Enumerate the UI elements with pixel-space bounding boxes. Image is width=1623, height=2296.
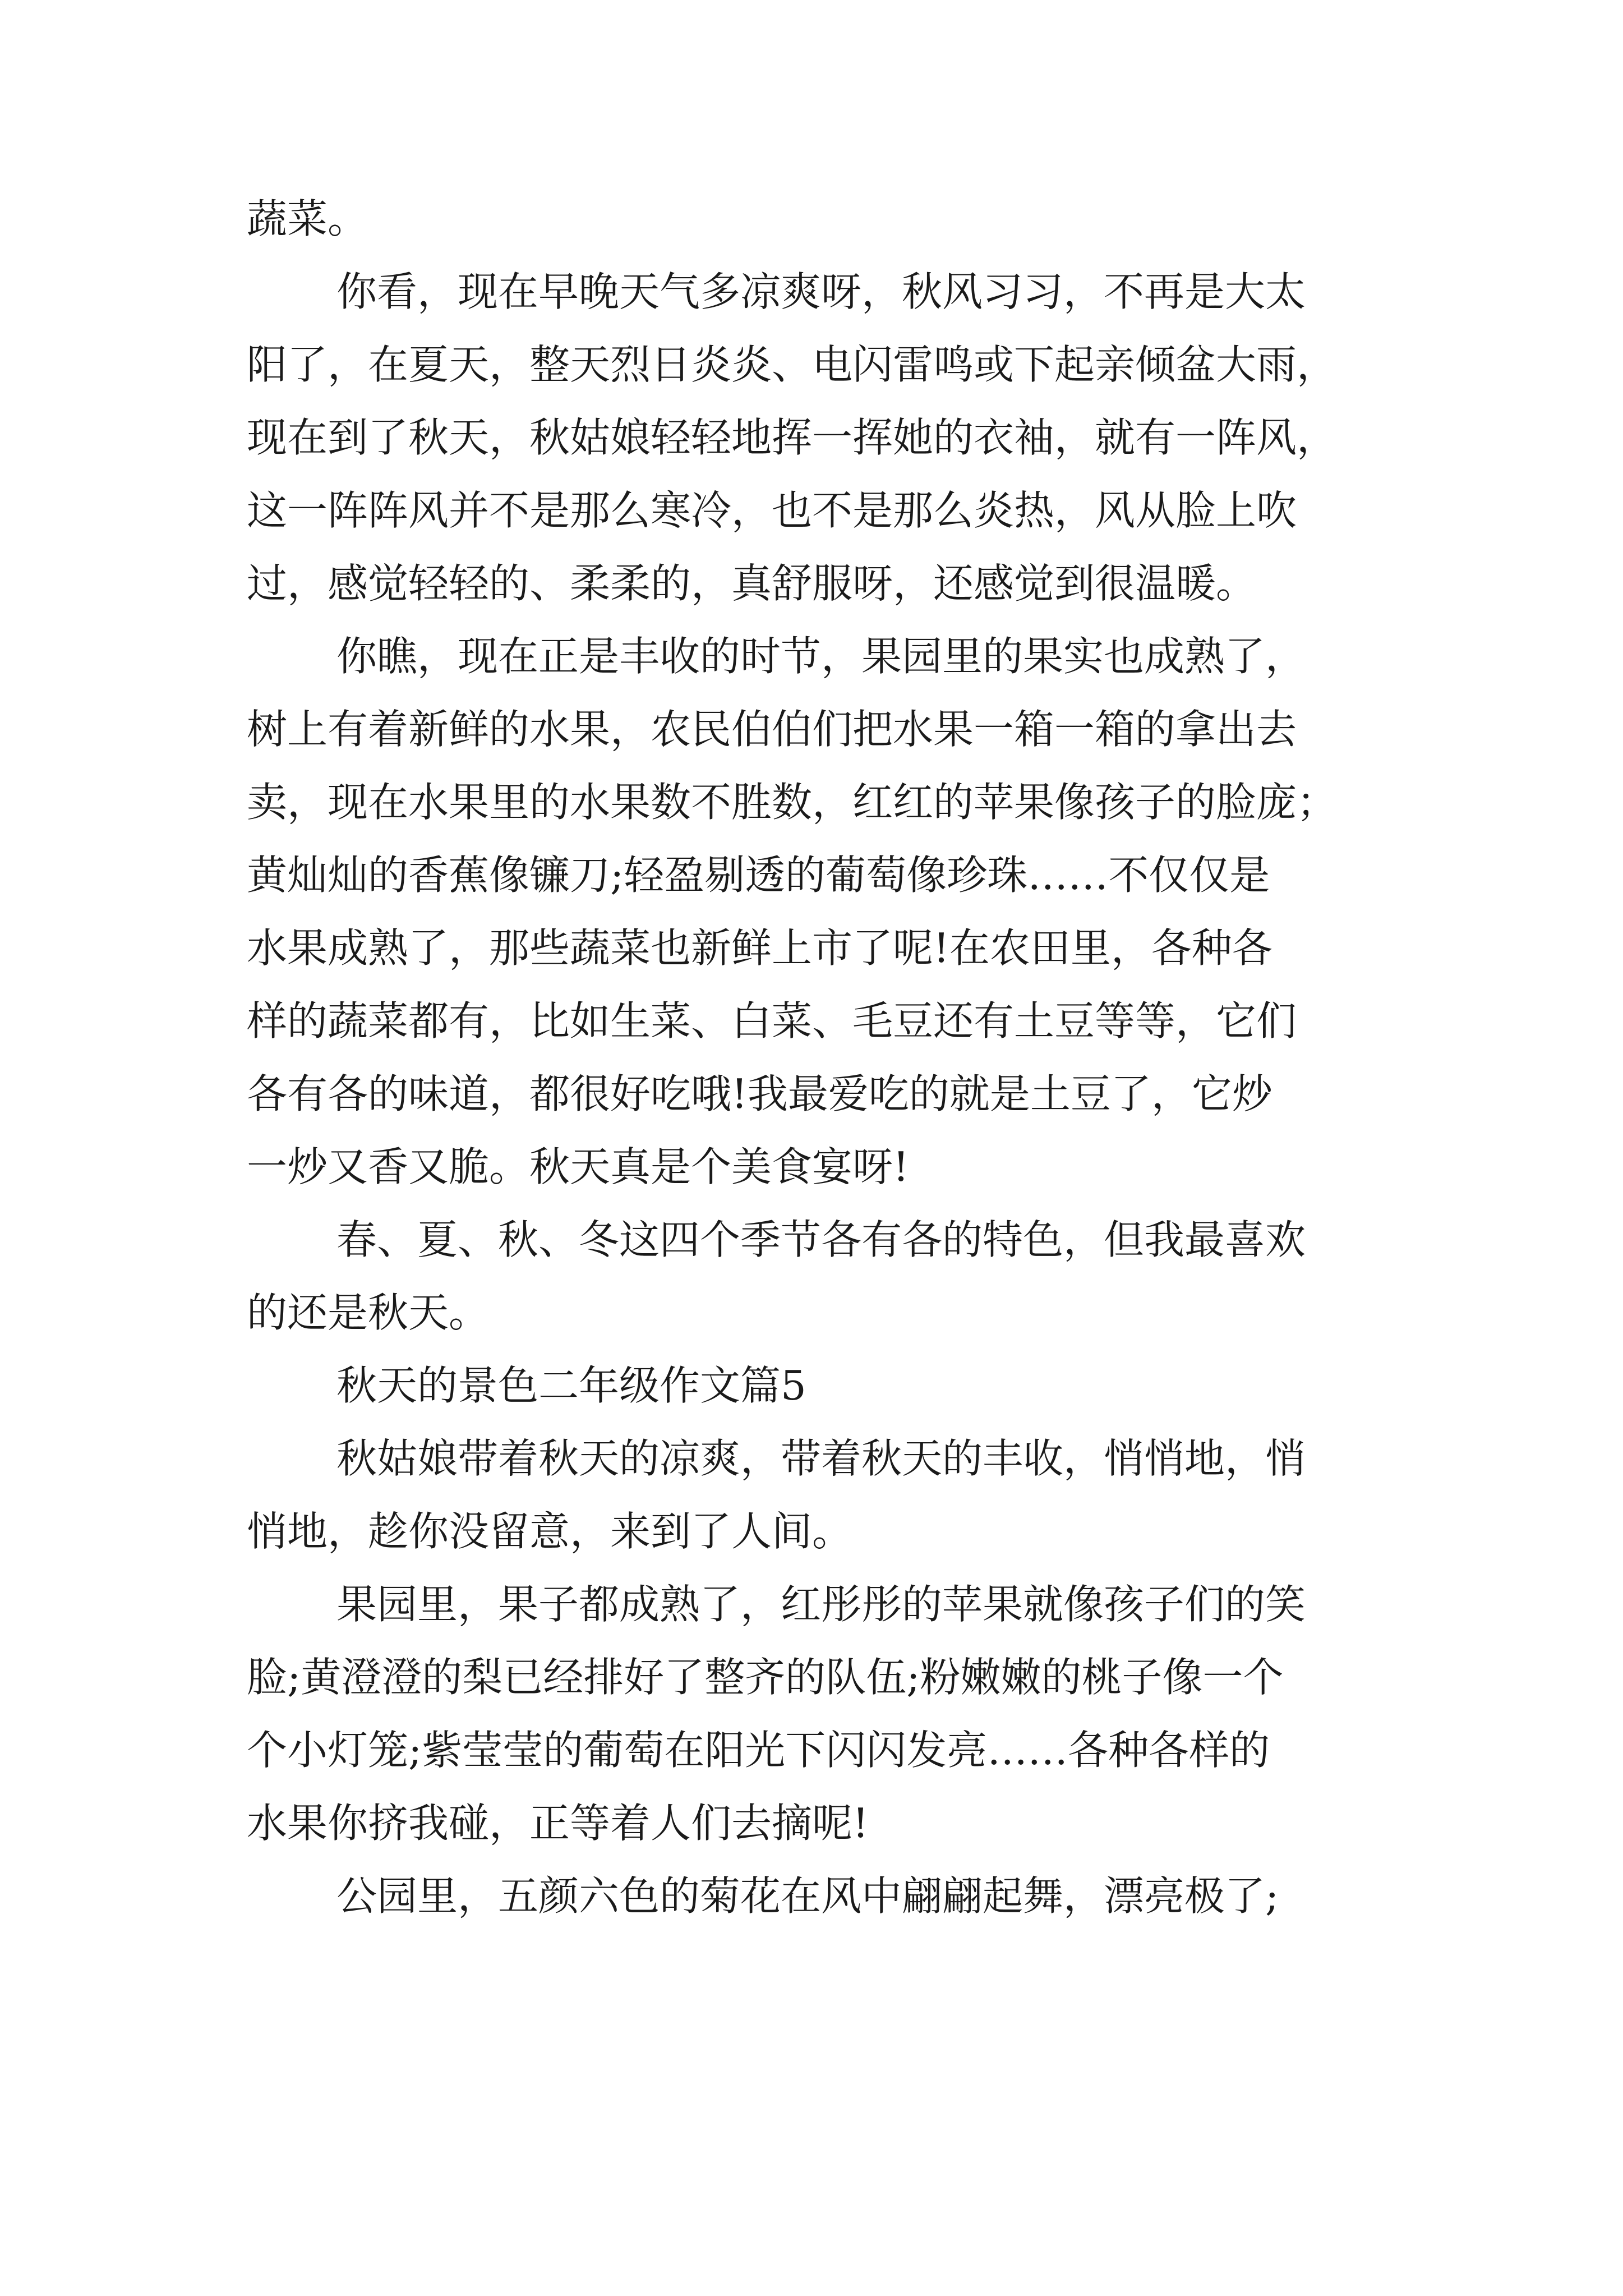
text-line: 你瞧，现在正是丰收的时节，果园里的果实也成熟了， — [336, 633, 1306, 680]
text-line: 树上有着新鲜的水果，农民伯伯们把水果一箱一箱的拿出去 — [247, 706, 1297, 753]
text-line: 个小灯笼;紫莹莹的葡萄在阳光下闪闪发亮……各种各样的 — [247, 1727, 1270, 1774]
text-line: 你看，现在早晚天气多凉爽呀，秋风习习，不再是大太 — [336, 268, 1306, 315]
text-line: 公园里，五颜六色的菊花在风中翩翩起舞，漂亮极了; — [336, 1872, 1279, 1920]
text-line: 黄灿灿的香蕉像镰刀;轻盈剔透的葡萄像珍珠……不仅仅是 — [247, 852, 1270, 899]
text-line: 春、夏、秋、冬这四个季节各有各的特色，但我最喜欢 — [336, 1216, 1306, 1263]
text-line: 果园里，果子都成熟了，红彤彤的苹果就像孩子们的笑 — [336, 1581, 1306, 1628]
text-line: 水果成熟了，那些蔬菜也新鲜上市了呢!在农田里，各种各 — [247, 924, 1272, 972]
text-line: 卖，现在水果里的水果数不胜数，红红的苹果像孩子的脸庞； — [247, 779, 1338, 826]
text-line: 现在到了秋天，秋姑娘轻轻地挥一挥她的衣袖，就有一阵风， — [247, 414, 1338, 461]
text-line: 脸;黄澄澄的梨已经排好了整齐的队伍;粉嫩嫩的桃子像一个 — [247, 1654, 1284, 1701]
text-line: 各有各的味道，都很好吃哦!我最爱吃的就是土豆了，它炒 — [247, 1070, 1272, 1117]
section-heading: 秋天的景色二年级作文篇5 — [336, 1362, 806, 1409]
text-line: 水果你挤我碰，正等着人们去摘呢! — [247, 1800, 869, 1847]
text-line: 的还是秋天。 — [247, 1289, 490, 1336]
text-line: 一炒又香又脆。秋天真是个美食宴呀! — [247, 1143, 909, 1190]
text-line: 这一阵阵风并不是那么寒冷，也不是那么炎热，风从脸上吹 — [247, 487, 1297, 534]
text-line: 样的蔬菜都有，比如生菜、白菜、毛豆还有土豆等等，它们 — [247, 997, 1297, 1045]
text-line: 悄地，趁你没留意，来到了人间。 — [247, 1508, 853, 1555]
text-line: 蔬菜。 — [247, 195, 368, 242]
text-line: 过，感觉轻轻的、柔柔的，真舒服呀，还感觉到很温暖。 — [247, 560, 1257, 607]
text-line: 秋姑娘带着秋天的凉爽，带着秋天的丰收，悄悄地，悄 — [336, 1435, 1306, 1482]
text-line: 阳了，在夏天，整天烈日炎炎、电闪雷鸣或下起亲倾盆大雨， — [247, 341, 1338, 388]
